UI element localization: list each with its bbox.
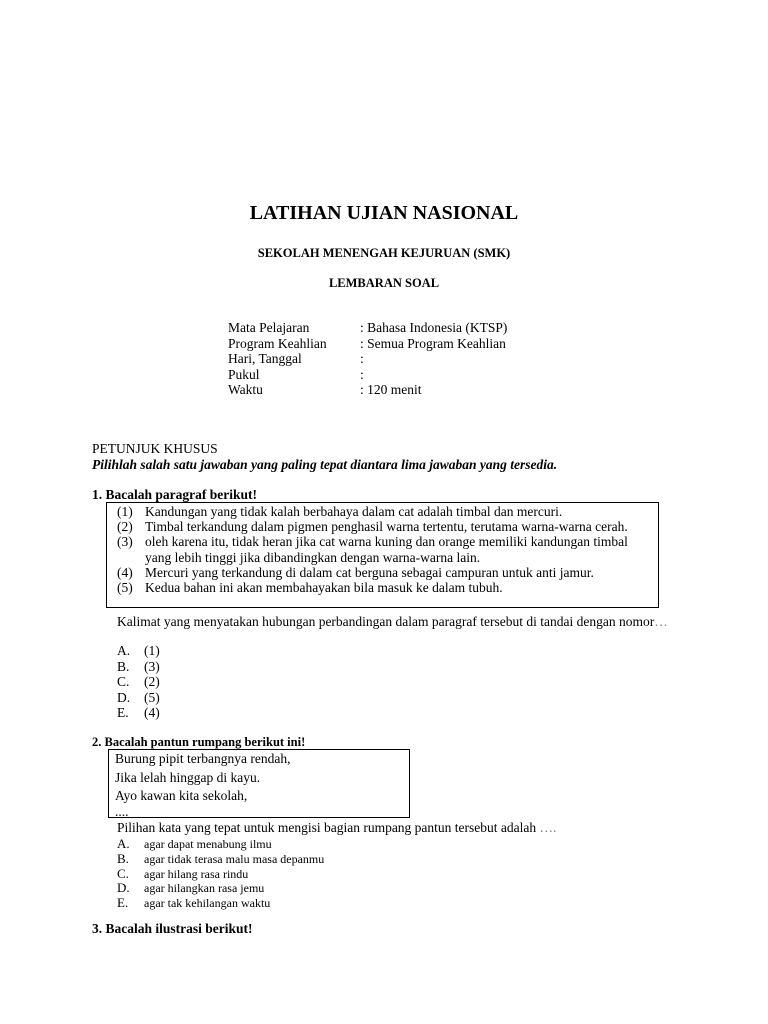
pantun-line: Burung pipit terbangnya rendah,: [115, 751, 291, 766]
q2-options: [117, 837, 324, 911]
q1-sentence: (5) Kedua bahan ini akan membahayakan bila masuk ke dalam tubuh.: [117, 580, 503, 596]
answer-option[interactable]: D. (5): [117, 689, 160, 705]
pantun-line: Ayo kawan kita sekolah,: [115, 788, 248, 803]
answer-option[interactable]: B. agar tidak terasa malu masa depanmu: [117, 850, 325, 866]
q1-sentence: (3) oleh karena itu, tidak heran jika cat warna kuning dan orange memiliki kandungan timbal yang lebih tinggi jika dibandingkan dengan warna-warna lain.: [117, 534, 628, 565]
answer-option[interactable]: C. agar hilang rasa rindu: [117, 865, 249, 881]
q1-sentence: (2) Timbal terkandung dalam pigmen penghasil warna tertentu, terutama warna-warna cerah.: [117, 519, 628, 535]
q1-question: Kalimat yang menyatakan hubungan perbandingan dalam paragraf tersebut di tandai dengan nomor…: [117, 614, 668, 629]
q1-paragraph-box: [106, 502, 659, 608]
q2-heading: 2. Bacalah pantun rumpang berikut ini!: [92, 735, 306, 749]
info-row: Mata Pelajaran : Bahasa Indonesia (KTSP): [228, 320, 508, 335]
pantun-line: Jika lelah hinggap di kayu.: [115, 769, 261, 785]
page-title: LATIHAN UJIAN NASIONAL: [249, 202, 519, 224]
info-row: Hari, Tanggal :: [228, 351, 364, 366]
school-subtitle: SEKOLAH MENENGAH KEJURUAN (SMK): [257, 246, 511, 260]
answer-option[interactable]: B. (3): [117, 658, 160, 674]
q2-question: Pilihan kata yang tepat untuk mengisi bagian rumpang pantun tersebut adalah ….: [117, 820, 557, 835]
info-row: Waktu : 120 menit: [228, 382, 422, 397]
q2-pantun-box: [108, 749, 410, 818]
instructions-text: Pilihlah salah satu jawaban yang paling tepat diantara lima jawaban yang tersedia.: [92, 457, 558, 472]
info-row: Pukul :: [228, 366, 364, 382]
q3-heading: 3. Bacalah ilustrasi berikut!: [92, 921, 253, 936]
answer-option[interactable]: A. (1): [117, 643, 160, 658]
answer-option[interactable]: E. (4): [117, 705, 160, 720]
pantun-line: ....: [115, 803, 129, 819]
answer-option[interactable]: C. (2): [117, 674, 160, 689]
answer-option[interactable]: E. agar tak kehilangan waktu: [117, 895, 271, 911]
answer-option[interactable]: D. agar hilangkan rasa jemu: [117, 880, 265, 896]
exam-info: [228, 320, 507, 398]
info-row: Program Keahlian : Semua Program Keahlian: [228, 335, 506, 351]
q1-sentence: (1) Kandungan yang tidak kalah berbahaya dalam cat adalah timbal dan mercuri.: [117, 504, 563, 519]
answer-option[interactable]: A. agar dapat menabung ilmu: [117, 836, 272, 851]
q1-heading: 1. Bacalah paragraf berikut!: [92, 487, 257, 502]
sheet-label: LEMBARAN SOAL: [328, 276, 440, 290]
q1-sentence: (4) Mercuri yang terkandung di dalam cat berguna sebagai campuran untuk anti jamur.: [117, 564, 594, 580]
instructions-heading: PETUNJUK KHUSUS: [92, 441, 218, 456]
instructions: [92, 441, 557, 473]
q1-options: [117, 643, 160, 721]
